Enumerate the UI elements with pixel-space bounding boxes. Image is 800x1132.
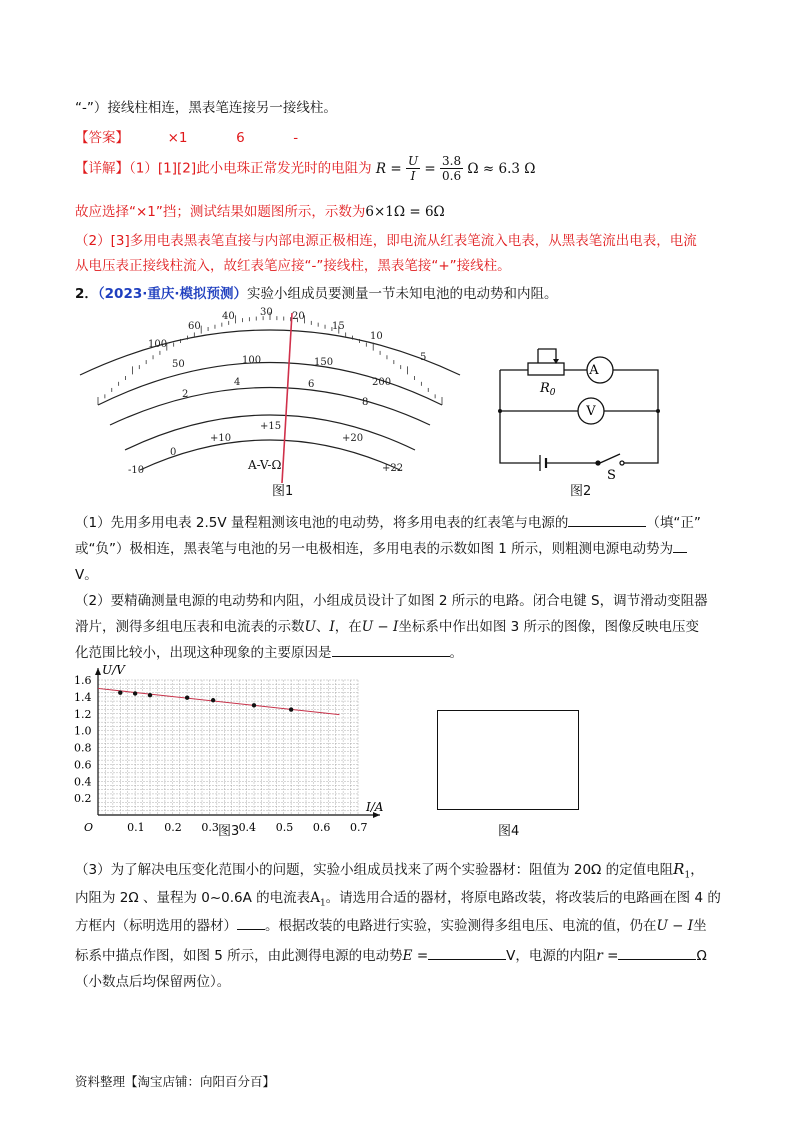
y-tick-label: 1.0: [74, 724, 92, 738]
answer-label: 【答案】: [75, 130, 129, 146]
detail-p2-text: 故应选择“×1”挡；测试结果如题图所示，示数为: [75, 204, 366, 220]
switch-s: [600, 454, 620, 463]
question-stem: 实验小组成员要测量一节未知电池的电动势和内阻。: [247, 286, 558, 302]
q2-part3-line1: （3）为了解决电压变化范围小的问题，实验小组成员找来了两个实验器材：阻值为 20Ω 的定值电阻$R_1$，: [75, 860, 704, 881]
dial-label-5: 5: [420, 352, 427, 363]
y-tick-label: 1.6: [74, 674, 92, 687]
multimeter-dial-figure: [70, 305, 470, 485]
dial-label-200m: 200: [372, 377, 392, 388]
dial-label-plus20: +20: [342, 433, 364, 444]
dial-label-8: 8: [362, 397, 369, 408]
x-tick-label: 0.1: [127, 821, 145, 834]
ammeter-label: A: [589, 363, 599, 378]
dial-label-22: +22: [382, 463, 404, 474]
detail-line-2: [75, 200, 445, 220]
question-number: 2．: [75, 286, 98, 302]
dial-label-100m: 100: [242, 355, 262, 366]
answer-blank-emf-rough[interactable]: [673, 538, 687, 553]
answer-blank-circuit[interactable]: [237, 915, 265, 930]
y-tick-label: 1.2: [74, 707, 92, 721]
dial-label-40: 40: [222, 311, 235, 322]
x-tick-label: 0.4: [238, 821, 257, 834]
figure-4-answer-box[interactable]: [437, 710, 579, 810]
x-tick-label: 0.6: [312, 821, 331, 834]
dial-label-150m: 150: [314, 357, 334, 368]
figure-2-caption: 图2: [570, 484, 592, 499]
voltmeter-label: V: [586, 404, 596, 419]
answer-blank-emf[interactable]: [428, 945, 506, 960]
data-point: [252, 703, 256, 707]
figure-3-caption: 图3: [218, 824, 240, 839]
question-source: （2023·重庆·模拟预测）: [97, 286, 247, 302]
q2-part3-line4: 标系中描点作图，如图 5 所示，由此测得电源的电动势E = V，电源的内阻r = Ω: [75, 944, 707, 964]
answer-blank-pole[interactable]: [568, 512, 646, 527]
y-tick-label: 0.6: [74, 758, 92, 772]
circuit-diagram-figure: [490, 345, 670, 483]
y-tick-label: 0.2: [74, 792, 92, 806]
dial-label-6: 6: [308, 379, 315, 390]
data-point: [289, 707, 293, 711]
r0-label: $R_0$: [540, 381, 556, 398]
q2-part1-line1: （1）先用多用电表 2.5V 量程粗测该电池的电动势，将多用电表的红表笔与电源的 （填“正”: [75, 511, 701, 531]
meter-needle: [282, 313, 292, 483]
formula-tail: Ω ≈ 6.3 Ω: [467, 160, 536, 177]
y-tick-label: 0.8: [74, 741, 92, 755]
dial-arc-3: [110, 388, 430, 426]
footer-text: 资料整理【淘宝店铺：向阳百分百】: [75, 1074, 276, 1089]
q2-part2-line1: （2）要精确测量电源的电动势和内阻，小组成员设计了如图 2 所示的电路。闭合电键 S，调节滑动变阻器: [75, 593, 708, 609]
data-point: [148, 693, 152, 697]
q2-part3-line5: （小数点后均保留两位）。: [75, 974, 231, 990]
rheostat-r0: [528, 363, 564, 375]
answer-line: [75, 126, 298, 146]
detail-line-1: 【详解】（1）[1][2]此小电珠正常发光时的电阻为 R = $\frac{U}{I}$ = $\frac{3.8}{0.6}$ Ω ≈ 6.3 Ω: [75, 154, 536, 183]
dial-label-60: 60: [188, 321, 201, 332]
dial-label-20: 20: [292, 311, 305, 322]
u-i-chart: [70, 665, 400, 840]
answer-1: ×1: [167, 130, 188, 146]
dial-label-50m: 50: [172, 359, 185, 370]
question-2-header: [75, 282, 558, 302]
figure-4-caption: 图4: [498, 824, 520, 839]
q2-part3-line2: 内阻为 2Ω 、量程为 0~0.6A 的电流表$A_1$。请选用合适的器材，将原电路改装，将改装后的电路画在图 4 的: [75, 890, 721, 909]
fraction-values: $\frac{3.8}{0.6}$: [442, 154, 462, 183]
answer-blank-reason[interactable]: [332, 642, 450, 657]
data-point: [118, 690, 122, 694]
dial-label-15: 15: [332, 321, 345, 332]
detail-p2-formula: 6×1Ω = 6Ω: [365, 204, 445, 220]
dial-arc-outer: [80, 330, 460, 375]
dial-label-plus15: +15: [260, 421, 282, 432]
x-tick-label: 0.5: [275, 821, 294, 834]
dial-label-plus10: +10: [210, 433, 232, 444]
x-tick-label: 0.7: [350, 821, 368, 834]
answer-3: -: [293, 130, 299, 146]
q2-part1-line3: V。: [75, 567, 98, 583]
q2-part1-line2: 或“负”）极相连，黑表笔与电池的另一电极相连，多用电表的示数如图 1 所示，则粗测电源电动势为: [75, 537, 687, 557]
dial-label-100: 100: [148, 339, 168, 350]
x-tick-label: 0.2: [164, 821, 182, 834]
dial-label-30: 30: [260, 307, 273, 318]
y-tick-label: 0.4: [74, 775, 92, 789]
previous-text-tail: “-”）接线柱相连，黑表笔连接另一接线柱。: [75, 100, 337, 116]
detail-label: 【详解】: [75, 160, 129, 177]
q2-part3-line3: 方框内（标明选用的器材） 。根据改装的电路进行实验，实验测得多组电压、电流的值，仍在U − I坐: [75, 914, 707, 934]
figure-1-caption: 图1: [272, 484, 294, 499]
y-axis-label: U/V: [102, 663, 125, 677]
x-axis-label: I/A: [366, 800, 384, 814]
data-point: [133, 691, 137, 695]
q2-part2-line3: 化范围比较小，出现这种现象的主要原因是 。: [75, 641, 463, 661]
dial-label-minus10: -10: [128, 465, 145, 476]
dial-label-10: 10: [370, 331, 383, 342]
dial-label-4: 4: [234, 377, 241, 388]
y-axis-arrow: [95, 668, 101, 675]
x-tick-label: O: [84, 821, 94, 834]
y-tick-label: 1.4: [74, 690, 92, 704]
meter-mode-label: A-V-Ω: [248, 458, 282, 472]
x-tick-label: 0.3: [201, 821, 219, 834]
formula-r: R =: [375, 160, 402, 177]
answer-blank-internal-resistance[interactable]: [618, 945, 696, 960]
data-point: [211, 698, 215, 702]
detail-line-3: （2）[3]多用电表黑表笔直接与内部电源正极相连，即电流从红表笔流入电表，从黑表笔流出电表，电流: [75, 233, 697, 249]
detail-line-4: 从电压表正接线柱流入，故红表笔应接“-”接线柱，黑表笔接“+”接线柱。: [75, 258, 511, 274]
q2-part2-line2: 滑片，测得多组电压表和电流表的示数U、I，在U − I坐标系中作出如图 3 所示的图像，图像反映电压变: [75, 619, 700, 635]
detail-p1-text: （1）[1][2]此小电珠正常发光时的电阻为: [129, 160, 372, 177]
dial-label-zero: 0: [170, 447, 177, 458]
answer-2: 6: [236, 130, 245, 146]
data-point: [185, 696, 189, 700]
fraction-u-over-i: $\frac{U}{I}$: [407, 154, 419, 183]
switch-label: S: [607, 468, 616, 483]
dial-label-2: 2: [182, 389, 189, 400]
